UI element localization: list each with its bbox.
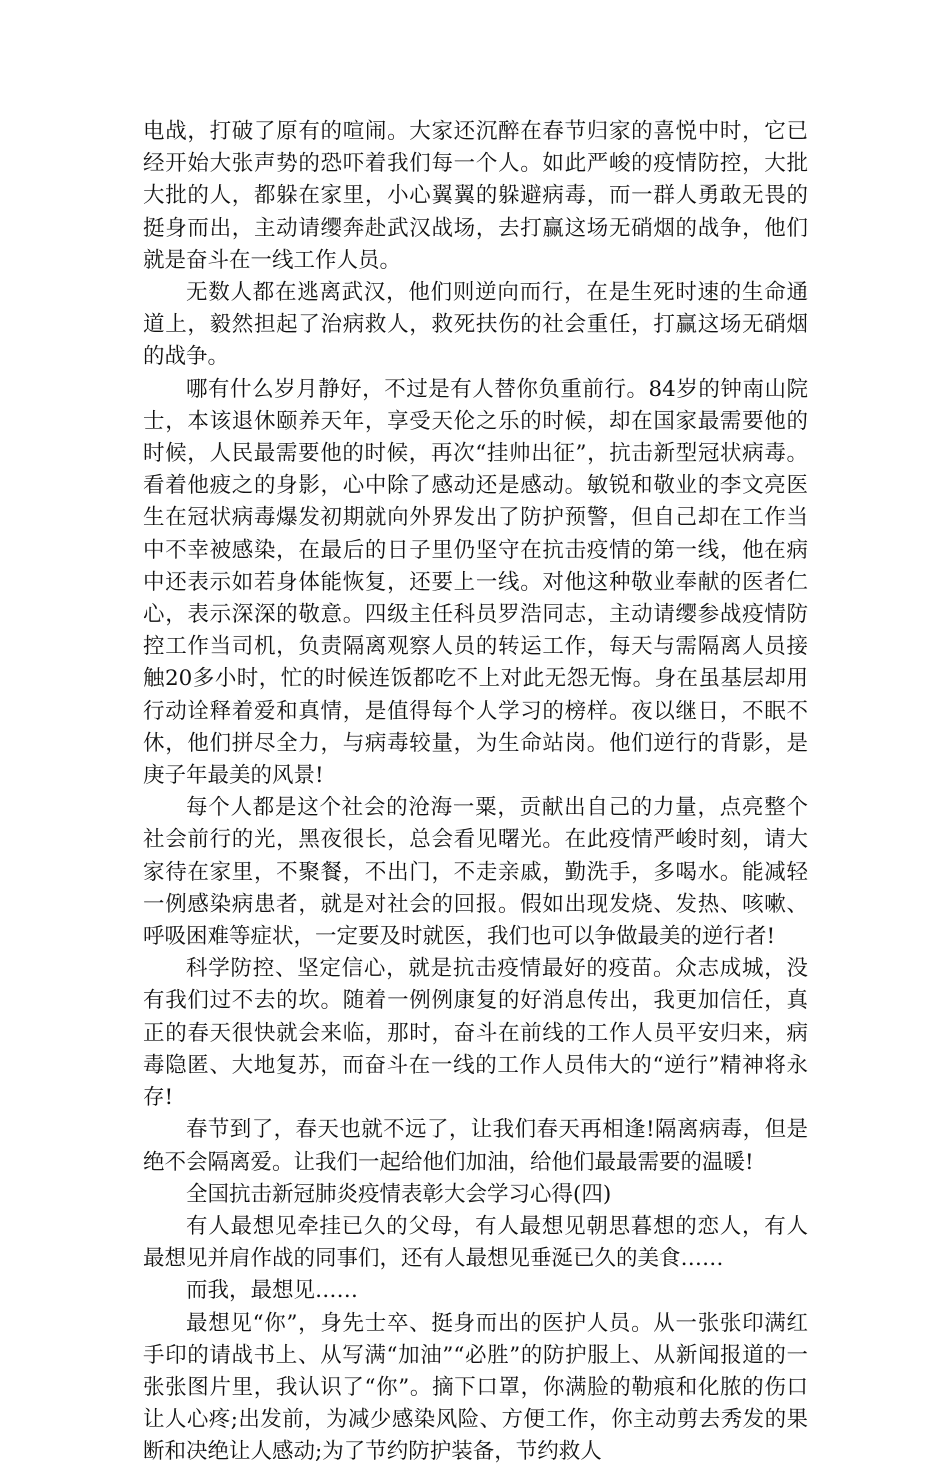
paragraph: 哪有什么岁月静好，不过是有人替你负重前行。84岁的钟南山院士，本该退休颐养天年，享受天伦之乐的时候，却在国家最需要他的时候，人民最需要他的时候，再次“挂帅出征”，抗击新型冠状病毒。看着他疲之的身影，心中除了感动还是感动。敏锐和敬业的李文亮医生在冠状病毒爆发初期就向外界发出了防护预警，但自己却在工作当中不幸被感染，在最后的日子里仍坚守在抗击疫情的第一线，他在病中还表示如若身体能恢复，还要上一线。对他这种敬业奉献的医者仁心，表示深深的敬意。四级主任科员罗浩同志，主动请缨参战疫情防控工作当司机，负责隔离观察人员的转运工作，每天与需隔离人员接触20多小时，忙的时候连饭都吃不上对此无怨无悔。身在虽基层却用行动诠释着爱和真情，是值得每个人学习的榜样。夜以继日，不眠不休，他们拼尽全力，与病毒较量，为生命站岗。他们逆行的背影，是庚子年最美的风景!	[143, 376, 808, 789]
paragraph: 有人最想见牵挂已久的父母，有人最想见朝思暮想的恋人，有人最想见并肩作战的同事们，还有人最想见垂涎已久的美食……	[143, 1213, 808, 1272]
document-body	[143, 116, 808, 1469]
paragraph: 无数人都在逃离武汉，他们则逆向而行，在是生死时速的生命通道上，毅然担起了治病救人，救死扶伤的社会重任，打赢这场无硝烟的战争。	[143, 280, 808, 370]
paragraph: 电战，打破了原有的喧闹。大家还沉醉在春节归家的喜悦中时，它已经开始大张声势的恐吓着我们每一个人。如此严峻的疫情防控，大批大批的人，都躲在家里，小心翼翼的躲避病毒，而一群人勇敢无畏的挺身而出，主动请缨奔赴武汉战场，去打赢这场无硝烟的战争，他们就是奋斗在一线工作人员。	[143, 119, 808, 273]
section-heading: 全国抗击新冠肺炎疫情表彰大会学习心得(四)	[186, 1181, 612, 1207]
paragraph: 每个人都是这个社会的沧海一粟，贡献出自己的力量，点亮整个社会前行的光，黑夜很长，总会看见曙光。在此疫情严峻时刻，请大家待在家里，不聚餐，不出门，不走亲戚，勤洗手，多喝水。能减轻一例感染病患者，就是对社会的回报。假如出现发烧、发热、咳嗽、呼吸困难等症状，一定要及时就医，我们也可以争做最美的逆行者!	[143, 795, 808, 950]
paragraph: 最想见“你”，身先士卒、挺身而出的医护人员。从一张张印满红手印的请战书上、从写满“加油”“必胜”的防护服上、从新闻报道的一张张图片里，我认识了“你”。摘下口罩，你满脸的勒痕和化脓的伤口让人心疼;出发前，为减少感染风险、方便工作，你主动剪去秀发的果断和决绝让人感动;为了节约防护装备，节约救人	[143, 1310, 808, 1465]
paragraph: 而我，最想见……	[186, 1278, 359, 1304]
paragraph: 春节到了，春天也就不远了，让我们春天再相逢!隔离病毒，但是绝不会隔离爱。让我们一起给他们加油，给他们最最需要的温暖!	[143, 1117, 808, 1175]
paragraph: 科学防控、坚定信心，就是抗击疫情最好的疫苗。众志成城，没有我们过不去的坎。随着一例例康复的好消息传出，我更加信任，真正的春天很快就会来临，那时，奋斗在前线的工作人员平安归来，病毒隐匿、大地复苏，而奋斗在一线的工作人员伟大的“逆行”精神将永存!	[143, 956, 808, 1111]
